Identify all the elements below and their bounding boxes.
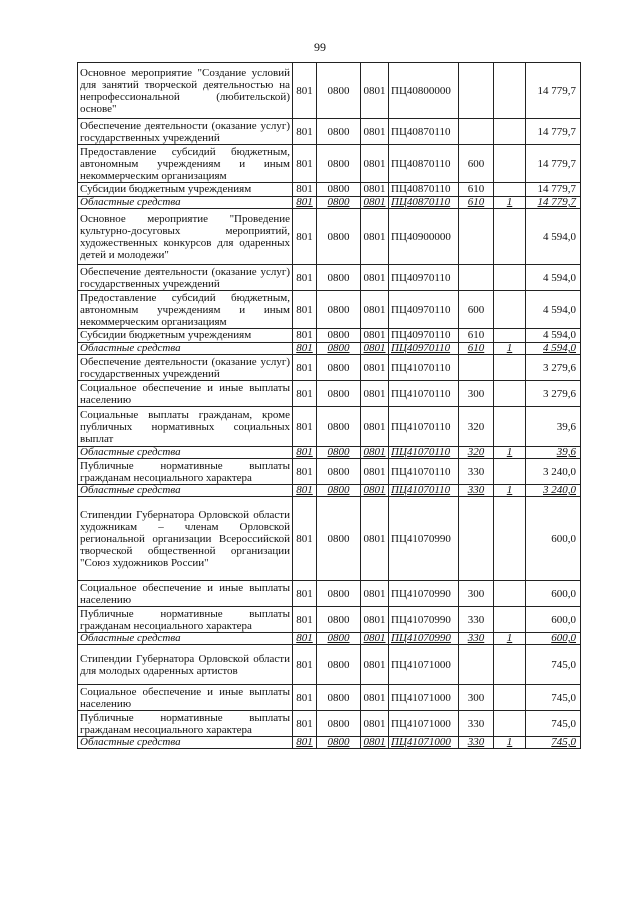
ministry-code: 801 — [293, 197, 317, 209]
funding-source-code — [494, 329, 526, 343]
expense-type-code: 300 — [459, 381, 494, 407]
subsection-code: 0801 — [361, 329, 389, 343]
section-code: 0800 — [317, 381, 361, 407]
ministry-code: 801 — [293, 291, 317, 329]
target-article-code: ПЦ40800000 — [389, 63, 459, 119]
expense-type-code: 330 — [459, 459, 494, 485]
funding-source-code — [494, 291, 526, 329]
table-row — [78, 459, 581, 485]
amount-value: 39,6 — [526, 447, 581, 459]
section-code: 0800 — [317, 265, 361, 291]
amount-value: 14 779,7 — [526, 145, 581, 183]
target-article-code: ПЦ40870110 — [389, 197, 459, 209]
target-article-code: ПЦ41070110 — [389, 485, 459, 497]
funding-source-code — [494, 145, 526, 183]
section-code: 0800 — [317, 291, 361, 329]
table-row — [78, 581, 581, 607]
amount-value: 14 779,7 — [526, 197, 581, 209]
ministry-code: 801 — [293, 497, 317, 581]
table-row — [78, 183, 581, 197]
table-row — [78, 497, 581, 581]
subsection-code: 0801 — [361, 645, 389, 685]
target-article-code: ПЦ41070990 — [389, 497, 459, 581]
table-row — [78, 329, 581, 343]
row-description: Областные средства — [78, 633, 293, 645]
subsection-code: 0801 — [361, 63, 389, 119]
amount-value: 745,0 — [526, 711, 581, 737]
ministry-code: 801 — [293, 633, 317, 645]
target-article-code: ПЦ41071000 — [389, 737, 459, 749]
table-row — [78, 633, 581, 645]
table-row — [78, 119, 581, 145]
funding-source-code — [494, 381, 526, 407]
table-row — [78, 197, 581, 209]
expense-type-code — [459, 355, 494, 381]
ministry-code: 801 — [293, 711, 317, 737]
target-article-code: ПЦ40970110 — [389, 265, 459, 291]
table-row — [78, 645, 581, 685]
funding-source-code: 1 — [494, 343, 526, 355]
section-code: 0800 — [317, 497, 361, 581]
table-row — [78, 381, 581, 407]
table-row — [78, 607, 581, 633]
target-article-code: ПЦ40970110 — [389, 329, 459, 343]
table-row — [78, 145, 581, 183]
subsection-code: 0801 — [361, 407, 389, 447]
funding-source-code — [494, 407, 526, 447]
funding-source-code — [494, 459, 526, 485]
table-row — [78, 447, 581, 459]
row-description: Областные средства — [78, 447, 293, 459]
funding-source-code: 1 — [494, 197, 526, 209]
expense-type-code: 600 — [459, 145, 494, 183]
expense-type-code — [459, 645, 494, 685]
expense-type-code: 600 — [459, 291, 494, 329]
funding-source-code — [494, 607, 526, 633]
row-description: Предоставление субсидий бюджетным, автономным учреждениям и иным некоммерческим организациям — [78, 291, 293, 329]
ministry-code: 801 — [293, 581, 317, 607]
section-code: 0800 — [317, 581, 361, 607]
section-code: 0800 — [317, 447, 361, 459]
ministry-code: 801 — [293, 407, 317, 447]
row-description: Обеспечение деятельности (оказание услуг) государственных учреждений — [78, 119, 293, 145]
target-article-code: ПЦ40870110 — [389, 119, 459, 145]
ministry-code: 801 — [293, 737, 317, 749]
expense-type-code: 330 — [459, 737, 494, 749]
funding-source-code — [494, 645, 526, 685]
row-description: Публичные нормативные выплаты гражданам несоциального характера — [78, 459, 293, 485]
expense-type-code — [459, 497, 494, 581]
ministry-code: 801 — [293, 343, 317, 355]
section-code: 0800 — [317, 145, 361, 183]
amount-value: 3 240,0 — [526, 459, 581, 485]
section-code: 0800 — [317, 119, 361, 145]
section-code: 0800 — [317, 197, 361, 209]
amount-value: 14 779,7 — [526, 119, 581, 145]
subsection-code: 0801 — [361, 381, 389, 407]
table-row — [78, 407, 581, 447]
table-row — [78, 291, 581, 329]
funding-source-code — [494, 711, 526, 737]
table-row — [78, 485, 581, 497]
ministry-code: 801 — [293, 607, 317, 633]
section-code: 0800 — [317, 459, 361, 485]
target-article-code: ПЦ41070110 — [389, 355, 459, 381]
target-article-code: ПЦ40870110 — [389, 183, 459, 197]
target-article-code: ПЦ41070990 — [389, 581, 459, 607]
table-row — [78, 63, 581, 119]
amount-value: 600,0 — [526, 581, 581, 607]
funding-source-code — [494, 209, 526, 265]
expense-type-code: 300 — [459, 685, 494, 711]
subsection-code: 0801 — [361, 291, 389, 329]
page-number: 99 — [314, 40, 326, 54]
subsection-code: 0801 — [361, 607, 389, 633]
ministry-code: 801 — [293, 63, 317, 119]
section-code: 0800 — [317, 63, 361, 119]
target-article-code: ПЦ41071000 — [389, 685, 459, 711]
row-description: Обеспечение деятельности (оказание услуг) государственных учреждений — [78, 355, 293, 381]
expense-type-code: 320 — [459, 407, 494, 447]
row-description: Предоставление субсидий бюджетным, автономным учреждениям и иным некоммерческим организациям — [78, 145, 293, 183]
subsection-code: 0801 — [361, 485, 389, 497]
section-code: 0800 — [317, 711, 361, 737]
amount-value: 4 594,0 — [526, 329, 581, 343]
subsection-code: 0801 — [361, 343, 389, 355]
ministry-code: 801 — [293, 381, 317, 407]
target-article-code: ПЦ41070110 — [389, 459, 459, 485]
section-code: 0800 — [317, 607, 361, 633]
table-row — [78, 711, 581, 737]
amount-value: 4 594,0 — [526, 291, 581, 329]
table-row — [78, 355, 581, 381]
subsection-code: 0801 — [361, 145, 389, 183]
ministry-code: 801 — [293, 145, 317, 183]
amount-value: 745,0 — [526, 737, 581, 749]
amount-value: 14 779,7 — [526, 183, 581, 197]
expense-type-code: 610 — [459, 197, 494, 209]
expense-type-code: 610 — [459, 183, 494, 197]
amount-value: 14 779,7 — [526, 63, 581, 119]
expense-type-code: 330 — [459, 485, 494, 497]
subsection-code: 0801 — [361, 197, 389, 209]
section-code: 0800 — [317, 485, 361, 497]
section-code: 0800 — [317, 183, 361, 197]
section-code: 0800 — [317, 645, 361, 685]
expense-type-code: 320 — [459, 447, 494, 459]
target-article-code: ПЦ40870110 — [389, 145, 459, 183]
ministry-code: 801 — [293, 459, 317, 485]
target-article-code: ПЦ40900000 — [389, 209, 459, 265]
subsection-code: 0801 — [361, 447, 389, 459]
subsection-code: 0801 — [361, 183, 389, 197]
row-description: Субсидии бюджетным учреждениям — [78, 183, 293, 197]
subsection-code: 0801 — [361, 265, 389, 291]
ministry-code: 801 — [293, 645, 317, 685]
table-row — [78, 737, 581, 749]
row-description: Социальные выплаты гражданам, кроме публичных нормативных социальных выплат — [78, 407, 293, 447]
target-article-code: ПЦ41070990 — [389, 633, 459, 645]
target-article-code: ПЦ41070990 — [389, 607, 459, 633]
expense-type-code: 330 — [459, 607, 494, 633]
row-description: Областные средства — [78, 737, 293, 749]
target-article-code: ПЦ40970110 — [389, 291, 459, 329]
funding-source-code — [494, 685, 526, 711]
expense-type-code — [459, 209, 494, 265]
row-description: Субсидии бюджетным учреждениям — [78, 329, 293, 343]
ministry-code: 801 — [293, 265, 317, 291]
amount-value: 4 594,0 — [526, 209, 581, 265]
amount-value: 745,0 — [526, 685, 581, 711]
target-article-code: ПЦ40970110 — [389, 343, 459, 355]
section-code: 0800 — [317, 355, 361, 381]
subsection-code: 0801 — [361, 711, 389, 737]
amount-value: 600,0 — [526, 497, 581, 581]
section-code: 0800 — [317, 737, 361, 749]
row-description: Стипендии Губернатора Орловской области для молодых одаренных артистов — [78, 645, 293, 685]
ministry-code: 801 — [293, 447, 317, 459]
row-description: Публичные нормативные выплаты гражданам несоциального характера — [78, 711, 293, 737]
amount-value: 39,6 — [526, 407, 581, 447]
expense-type-code: 300 — [459, 581, 494, 607]
budget-table — [77, 62, 581, 749]
row-description: Публичные нормативные выплаты гражданам несоциального характера — [78, 607, 293, 633]
subsection-code: 0801 — [361, 119, 389, 145]
funding-source-code — [494, 355, 526, 381]
row-description: Основное мероприятие "Создание условий для занятий творческой деятельностью на непрофессиональной (любительской) основе" — [78, 63, 293, 119]
row-description: Областные средства — [78, 485, 293, 497]
amount-value: 600,0 — [526, 607, 581, 633]
expense-type-code — [459, 119, 494, 145]
section-code: 0800 — [317, 343, 361, 355]
ministry-code: 801 — [293, 209, 317, 265]
section-code: 0800 — [317, 685, 361, 711]
expense-type-code: 330 — [459, 711, 494, 737]
row-description: Социальное обеспечение и иные выплаты населению — [78, 685, 293, 711]
amount-value: 745,0 — [526, 645, 581, 685]
expense-type-code: 610 — [459, 343, 494, 355]
subsection-code: 0801 — [361, 633, 389, 645]
row-description: Стипендии Губернатора Орловской области художникам – членам Орловской региональной организации Всероссийской творческой общественной организации "Союз художников России" — [78, 497, 293, 581]
ministry-code: 801 — [293, 355, 317, 381]
funding-source-code: 1 — [494, 447, 526, 459]
funding-source-code — [494, 265, 526, 291]
table-row — [78, 343, 581, 355]
target-article-code: ПЦ41071000 — [389, 645, 459, 685]
section-code: 0800 — [317, 633, 361, 645]
target-article-code: ПЦ41070110 — [389, 407, 459, 447]
section-code: 0800 — [317, 329, 361, 343]
funding-source-code — [494, 497, 526, 581]
funding-source-code: 1 — [494, 737, 526, 749]
row-description: Основное мероприятие "Проведение культурно-досуговых мероприятий, художественных конкурсов для одаренных детей и молодежи" — [78, 209, 293, 265]
funding-source-code: 1 — [494, 485, 526, 497]
table-row — [78, 685, 581, 711]
section-code: 0800 — [317, 407, 361, 447]
ministry-code: 801 — [293, 119, 317, 145]
subsection-code: 0801 — [361, 737, 389, 749]
amount-value: 3 279,6 — [526, 355, 581, 381]
subsection-code: 0801 — [361, 209, 389, 265]
ministry-code: 801 — [293, 685, 317, 711]
subsection-code: 0801 — [361, 497, 389, 581]
subsection-code: 0801 — [361, 459, 389, 485]
target-article-code: ПЦ41070110 — [389, 447, 459, 459]
target-article-code: ПЦ41070110 — [389, 381, 459, 407]
funding-source-code — [494, 183, 526, 197]
expense-type-code — [459, 265, 494, 291]
row-description: Областные средства — [78, 343, 293, 355]
funding-source-code — [494, 119, 526, 145]
expense-type-code — [459, 63, 494, 119]
expense-type-code: 610 — [459, 329, 494, 343]
funding-source-code — [494, 581, 526, 607]
table-row — [78, 265, 581, 291]
row-description: Областные средства — [78, 197, 293, 209]
amount-value: 3 240,0 — [526, 485, 581, 497]
amount-value: 4 594,0 — [526, 343, 581, 355]
row-description: Социальное обеспечение и иные выплаты населению — [78, 381, 293, 407]
ministry-code: 801 — [293, 485, 317, 497]
funding-source-code: 1 — [494, 633, 526, 645]
ministry-code: 801 — [293, 329, 317, 343]
ministry-code: 801 — [293, 183, 317, 197]
amount-value: 3 279,6 — [526, 381, 581, 407]
subsection-code: 0801 — [361, 685, 389, 711]
section-code: 0800 — [317, 209, 361, 265]
target-article-code: ПЦ41071000 — [389, 711, 459, 737]
table-row — [78, 209, 581, 265]
expense-type-code: 330 — [459, 633, 494, 645]
subsection-code: 0801 — [361, 355, 389, 381]
amount-value: 600,0 — [526, 633, 581, 645]
funding-source-code — [494, 63, 526, 119]
row-description: Обеспечение деятельности (оказание услуг) государственных учреждений — [78, 265, 293, 291]
row-description: Социальное обеспечение и иные выплаты населению — [78, 581, 293, 607]
subsection-code: 0801 — [361, 581, 389, 607]
amount-value: 4 594,0 — [526, 265, 581, 291]
